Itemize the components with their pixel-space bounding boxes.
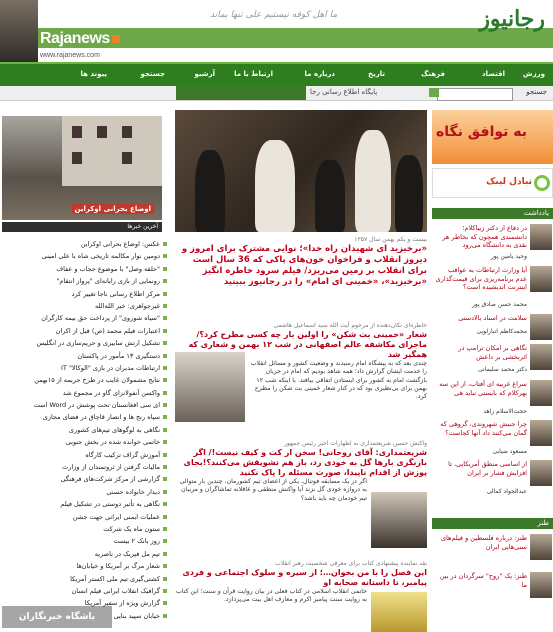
list-item[interactable]: نگاهی به تأثیر دوستی در تشکیل فیلم bbox=[2, 498, 168, 510]
list-item[interactable]: خیابان سپید بنایی bbox=[2, 610, 168, 622]
satire-section-title: طنز bbox=[432, 518, 553, 529]
story-body: خاتمی انقلاب اسلامی در کتاب فعلی در بیان روایت قرآن و سنت؛ این کتاب به روایت سنت پیامبر اکرم و معارف اهل بیت می‌پردازد. bbox=[176, 588, 367, 604]
story-thumbnail[interactable] bbox=[371, 592, 427, 632]
list-item[interactable]: مرکز اطلاع رسانی ناجا تغییر کرد bbox=[2, 288, 168, 300]
ad-text: به توافق نگاه bbox=[436, 124, 528, 140]
list-item[interactable]: روز بانک ۲ بیست bbox=[2, 535, 168, 547]
note-title[interactable]: چرا جنبش شهروندی، گروهی که گمان می‌کنند داد آنها کجاست؟ bbox=[440, 420, 527, 437]
window-shape bbox=[122, 126, 132, 138]
nav-about[interactable]: درباره ما bbox=[304, 70, 335, 78]
main-headline-block bbox=[175, 236, 427, 288]
window-shape bbox=[72, 152, 82, 164]
author-avatar bbox=[530, 460, 552, 486]
list-item[interactable]: گرافیک انقلاب ایرانی فیلم انسان bbox=[2, 585, 168, 597]
figure-shape bbox=[255, 140, 295, 232]
list-item[interactable]: گزارشی از مرکز شرکت‌های فرهنگی bbox=[2, 473, 168, 485]
note-author: محمد حسن صادق پور bbox=[472, 301, 527, 308]
date-tab bbox=[176, 86, 306, 100]
story-title[interactable]: شریعتمداری: آقای روحانی! سخن از کت و کیف نیست!/ اگر بازنگری بارها گل به خودی زد، باز هم تشویقش می‌کنند؟!بجای پوزش از اقدام ناپیدا، صورت مسئله را پاک نکنید bbox=[183, 448, 427, 477]
figure-shape bbox=[355, 130, 391, 232]
main-kicker: بیست و یکم بهمن سال ۱۳۵۷ bbox=[354, 236, 427, 243]
list-item[interactable]: ستون ماه یک شرکت bbox=[2, 523, 168, 535]
story-thumbnail[interactable] bbox=[371, 492, 427, 548]
watermark: باشگاه خبرنگاران bbox=[2, 606, 112, 628]
list-item[interactable]: دستگیری ۱۳ مأمور در پاکستان bbox=[2, 350, 168, 362]
list-item[interactable]: تشکیل ارتش سایبری و حریم‌سازی در انگلیس bbox=[2, 337, 168, 349]
list-item[interactable]: کشتی‌گیری تیم ملی اکستر آمریکا bbox=[2, 573, 168, 585]
author-avatar bbox=[530, 380, 552, 406]
author-avatar bbox=[530, 266, 552, 292]
list-item[interactable]: آموزش گراف ترکیب کارگاه bbox=[2, 449, 168, 461]
note-title[interactable]: در دفاع از دکتر زیباکلام؛ دانشمندی همچون که بخاطر هر نقدی به دانشگاه می‌رود bbox=[442, 224, 527, 249]
story-thumbnail[interactable] bbox=[175, 352, 245, 422]
list-item[interactable]: غیرجواهری: خبر الله‌الله bbox=[2, 300, 168, 312]
main-headline[interactable]: «برخیزید ای شهیدان راه خدا»؛ نوایی مشترک برای امروز و دیروز انقلاب و فراخوان خون‌های پاکی که 36 سال است برای انقلاب بر زمین می‌ریزد/ فیلم سرود خاطره انگیز «برخیزید»، «خمینی ای امام» را در رجانیوز ببینید bbox=[181, 244, 427, 287]
note-author: عبدالجواد کمالی bbox=[486, 488, 527, 495]
note-title[interactable]: از اساسی منطق آمریکایی، تا افزایش فشار بر ایران bbox=[448, 460, 527, 477]
latest-news-bar: آخرین خبرها bbox=[2, 222, 162, 232]
flag-icon bbox=[112, 35, 120, 43]
note-author: حجت‌الاسلام زاهد bbox=[483, 408, 527, 415]
nav-contact[interactable]: ارتباط با ما bbox=[234, 70, 273, 78]
list-item[interactable]: خاتمی خوانده شده در بخش جنوبی bbox=[2, 436, 168, 448]
main-nav bbox=[0, 62, 553, 88]
list-item[interactable]: رونمایی از بازی رایانه‌ای "پرواز انتقام" bbox=[2, 275, 168, 287]
list-item[interactable]: عکس: اوضاع بحرانی اوکراین bbox=[2, 238, 168, 250]
story-kicker: خاطره‌ای تکان‌دهنده از مرحوم آیت الله سید اسماعیل هاشمی bbox=[273, 322, 427, 329]
author-avatar bbox=[530, 534, 552, 560]
author-avatar bbox=[530, 314, 552, 340]
list-item[interactable]: نتایج مشمولان غایب در طرح جریمه از ۱۵بهمن bbox=[2, 374, 168, 386]
satire-title[interactable]: طنز: درباره فلسطین و فیلم‌های سنی‌هایی ایران bbox=[440, 534, 527, 551]
figure-shape bbox=[395, 155, 423, 232]
list-item[interactable]: اعتبارات فیلم محمد (ص) قبل از اکران bbox=[2, 325, 168, 337]
nav-culture[interactable]: فرهنگ bbox=[421, 70, 445, 78]
nav-links[interactable]: پیوند ها bbox=[80, 70, 107, 78]
window-shape bbox=[122, 152, 132, 164]
note-author: مسعود ضیایی bbox=[492, 448, 527, 455]
satire-title[interactable]: طنز: یک "روح" سرگردان در بین ما bbox=[439, 572, 527, 589]
story-2 bbox=[175, 440, 427, 503]
note-title[interactable]: سراغ غریبه ای آفتاب، از این سه بهرکلام که بایستی نباید هی bbox=[439, 380, 527, 397]
figure-shape bbox=[195, 150, 225, 232]
note-author: دکتر محمد سلیمانی bbox=[478, 366, 527, 373]
ad-text: تبادل لینک bbox=[486, 177, 532, 187]
window-shape bbox=[72, 126, 82, 138]
list-item[interactable]: شعار مرگ بر آمریکا و خیابان‌ها bbox=[2, 560, 168, 572]
list-item[interactable]: مالیات گرفتن از ثروتمندان از وزارت bbox=[2, 461, 168, 473]
logo-english[interactable]: Rajanews bbox=[40, 30, 120, 48]
window-shape bbox=[97, 126, 107, 138]
leader-portrait bbox=[0, 0, 38, 62]
note-author: محمدکاظم انبارلویی bbox=[476, 328, 527, 335]
list-item[interactable]: عملیات ایمنی ایرانی جهت جشن bbox=[2, 511, 168, 523]
list-item[interactable]: "سیاه شوروی" از پرداخت حق بیمه کارگران bbox=[2, 312, 168, 324]
author-avatar bbox=[530, 344, 552, 370]
search-input[interactable] bbox=[437, 88, 513, 101]
story-body: چندی بعد که به پیشگاه امام رسیدند و وضعیت کشور و مسائل انقلاب را خدمت ایشان گزارش داد؛ همه شاهد بودیم که امام در جریان بازگشت امام به کشور برای ایستادن اتفاقی بیافتد. با اینکه شب ۱۲ بهمن برای بی‌نظیری بود که در کنار شعار خمینی بت شکن را مطرح کرد. bbox=[250, 360, 427, 401]
site-url: www.rajanews.com bbox=[40, 52, 100, 59]
list-item[interactable]: ای سی افغانستان تحت پوشش در Word است bbox=[2, 399, 168, 411]
search-label: جستجو bbox=[526, 88, 547, 96]
story-body: اگر در یک مسابقه فوتبال، یکی از اعضای تیم کشورمان، چندین بار متوالی به دروازه خودی گل بزند آیا واکنش منطقی و عاقلانه تماشاگران و مربیان تیم خودمان چه باید باشد؟ bbox=[179, 478, 367, 502]
list-item[interactable]: ارتباطات مدیران در بازی "الوکالا" IT bbox=[2, 362, 168, 374]
nav-sports[interactable]: ورزش bbox=[522, 70, 545, 78]
nav-history[interactable]: تاریخ bbox=[368, 70, 385, 78]
list-item[interactable]: دومین نوار مکالمه تاریخی شاه با علی امینی bbox=[2, 250, 168, 262]
banner-ad-link-exchange[interactable] bbox=[432, 168, 553, 198]
list-item[interactable]: گزارش ویژه از سفیر آمریکا bbox=[2, 597, 168, 609]
story-3 bbox=[175, 560, 427, 605]
author-avatar bbox=[530, 224, 552, 250]
figure-shape bbox=[315, 160, 345, 232]
story-title[interactable]: شعار «خمینی بت شکن» را اولین بار چه کسی مطرح کرد؟/ ماجرای مکاشفه عالم اصفهانی در شب ۱۲ بهمن و شعاری که همگیر شد bbox=[188, 330, 427, 359]
left-featured-image[interactable] bbox=[2, 116, 162, 220]
note-title[interactable]: آیا وزارت ارتباطات به عواقب عدم برنامه‌ریزی برای قیمت‌گذاری اینترنت اندیشیده است؟ bbox=[435, 266, 527, 291]
logo-persian[interactable]: رجانیوز bbox=[479, 6, 545, 32]
site-tagline: پایگاه اطلاع رسانی رجا bbox=[310, 88, 378, 96]
banner-ad-agreement[interactable] bbox=[432, 110, 553, 164]
list-item[interactable]: دیدار خانواده حسنی bbox=[2, 486, 168, 498]
nav-economy[interactable]: اقتصاد bbox=[482, 70, 505, 78]
nav-archive[interactable]: آرشیو bbox=[194, 70, 215, 78]
list-item[interactable]: واکسن آنفولانزای گاو در مجموع شد bbox=[2, 387, 168, 399]
notes-section-title: یادداشت bbox=[432, 208, 553, 219]
story-kicker: واکنش حسین شریعتمداری به اظهارات اخیر رئیس جمهور bbox=[284, 440, 427, 447]
note-title[interactable]: سلامت در اسناد بالادستی bbox=[458, 314, 527, 322]
list-item[interactable]: تیم مل فیزیک در ناصریه bbox=[2, 548, 168, 560]
story-kicker: نقد نماینده پیشنهادی کتاب برای معرفی شخصیت رهبر انقلاب bbox=[275, 560, 427, 567]
search-button[interactable] bbox=[429, 88, 439, 97]
latest-news-list bbox=[2, 238, 168, 622]
story-title[interactable]: این فصل را با من بخوان…؛ از سیره و سلوک اجتماعی و فردی پیامبر، تا داستانه صحابه او bbox=[182, 568, 427, 587]
story-1 bbox=[175, 322, 427, 401]
ring-logo-icon bbox=[534, 175, 550, 191]
note-author: وحید یامین پور bbox=[490, 253, 527, 260]
calligraphy-banner: ما اهل کوفه نیستیم علی تنها بماند bbox=[210, 10, 338, 20]
author-avatar bbox=[530, 420, 552, 446]
author-avatar bbox=[530, 572, 552, 598]
note-title[interactable]: نگاهی بر امکان ترامپ در اثربخشی بر داعش bbox=[458, 344, 527, 361]
main-story-image[interactable] bbox=[175, 110, 427, 232]
list-item[interactable]: سپاه رنج ها و انصار قاچاق در فضای مجازی bbox=[2, 411, 168, 423]
image-caption[interactable]: اوضاع بحرانی اوکراین bbox=[72, 204, 154, 214]
nav-search[interactable]: جستجو bbox=[140, 70, 165, 78]
site-header bbox=[0, 0, 553, 71]
list-item[interactable]: نگاهی به لوگوهای تیم‌های کشوری bbox=[2, 424, 168, 436]
list-item[interactable]: "حلقه وصل" با موضوع حجاب و عفاف bbox=[2, 263, 168, 275]
